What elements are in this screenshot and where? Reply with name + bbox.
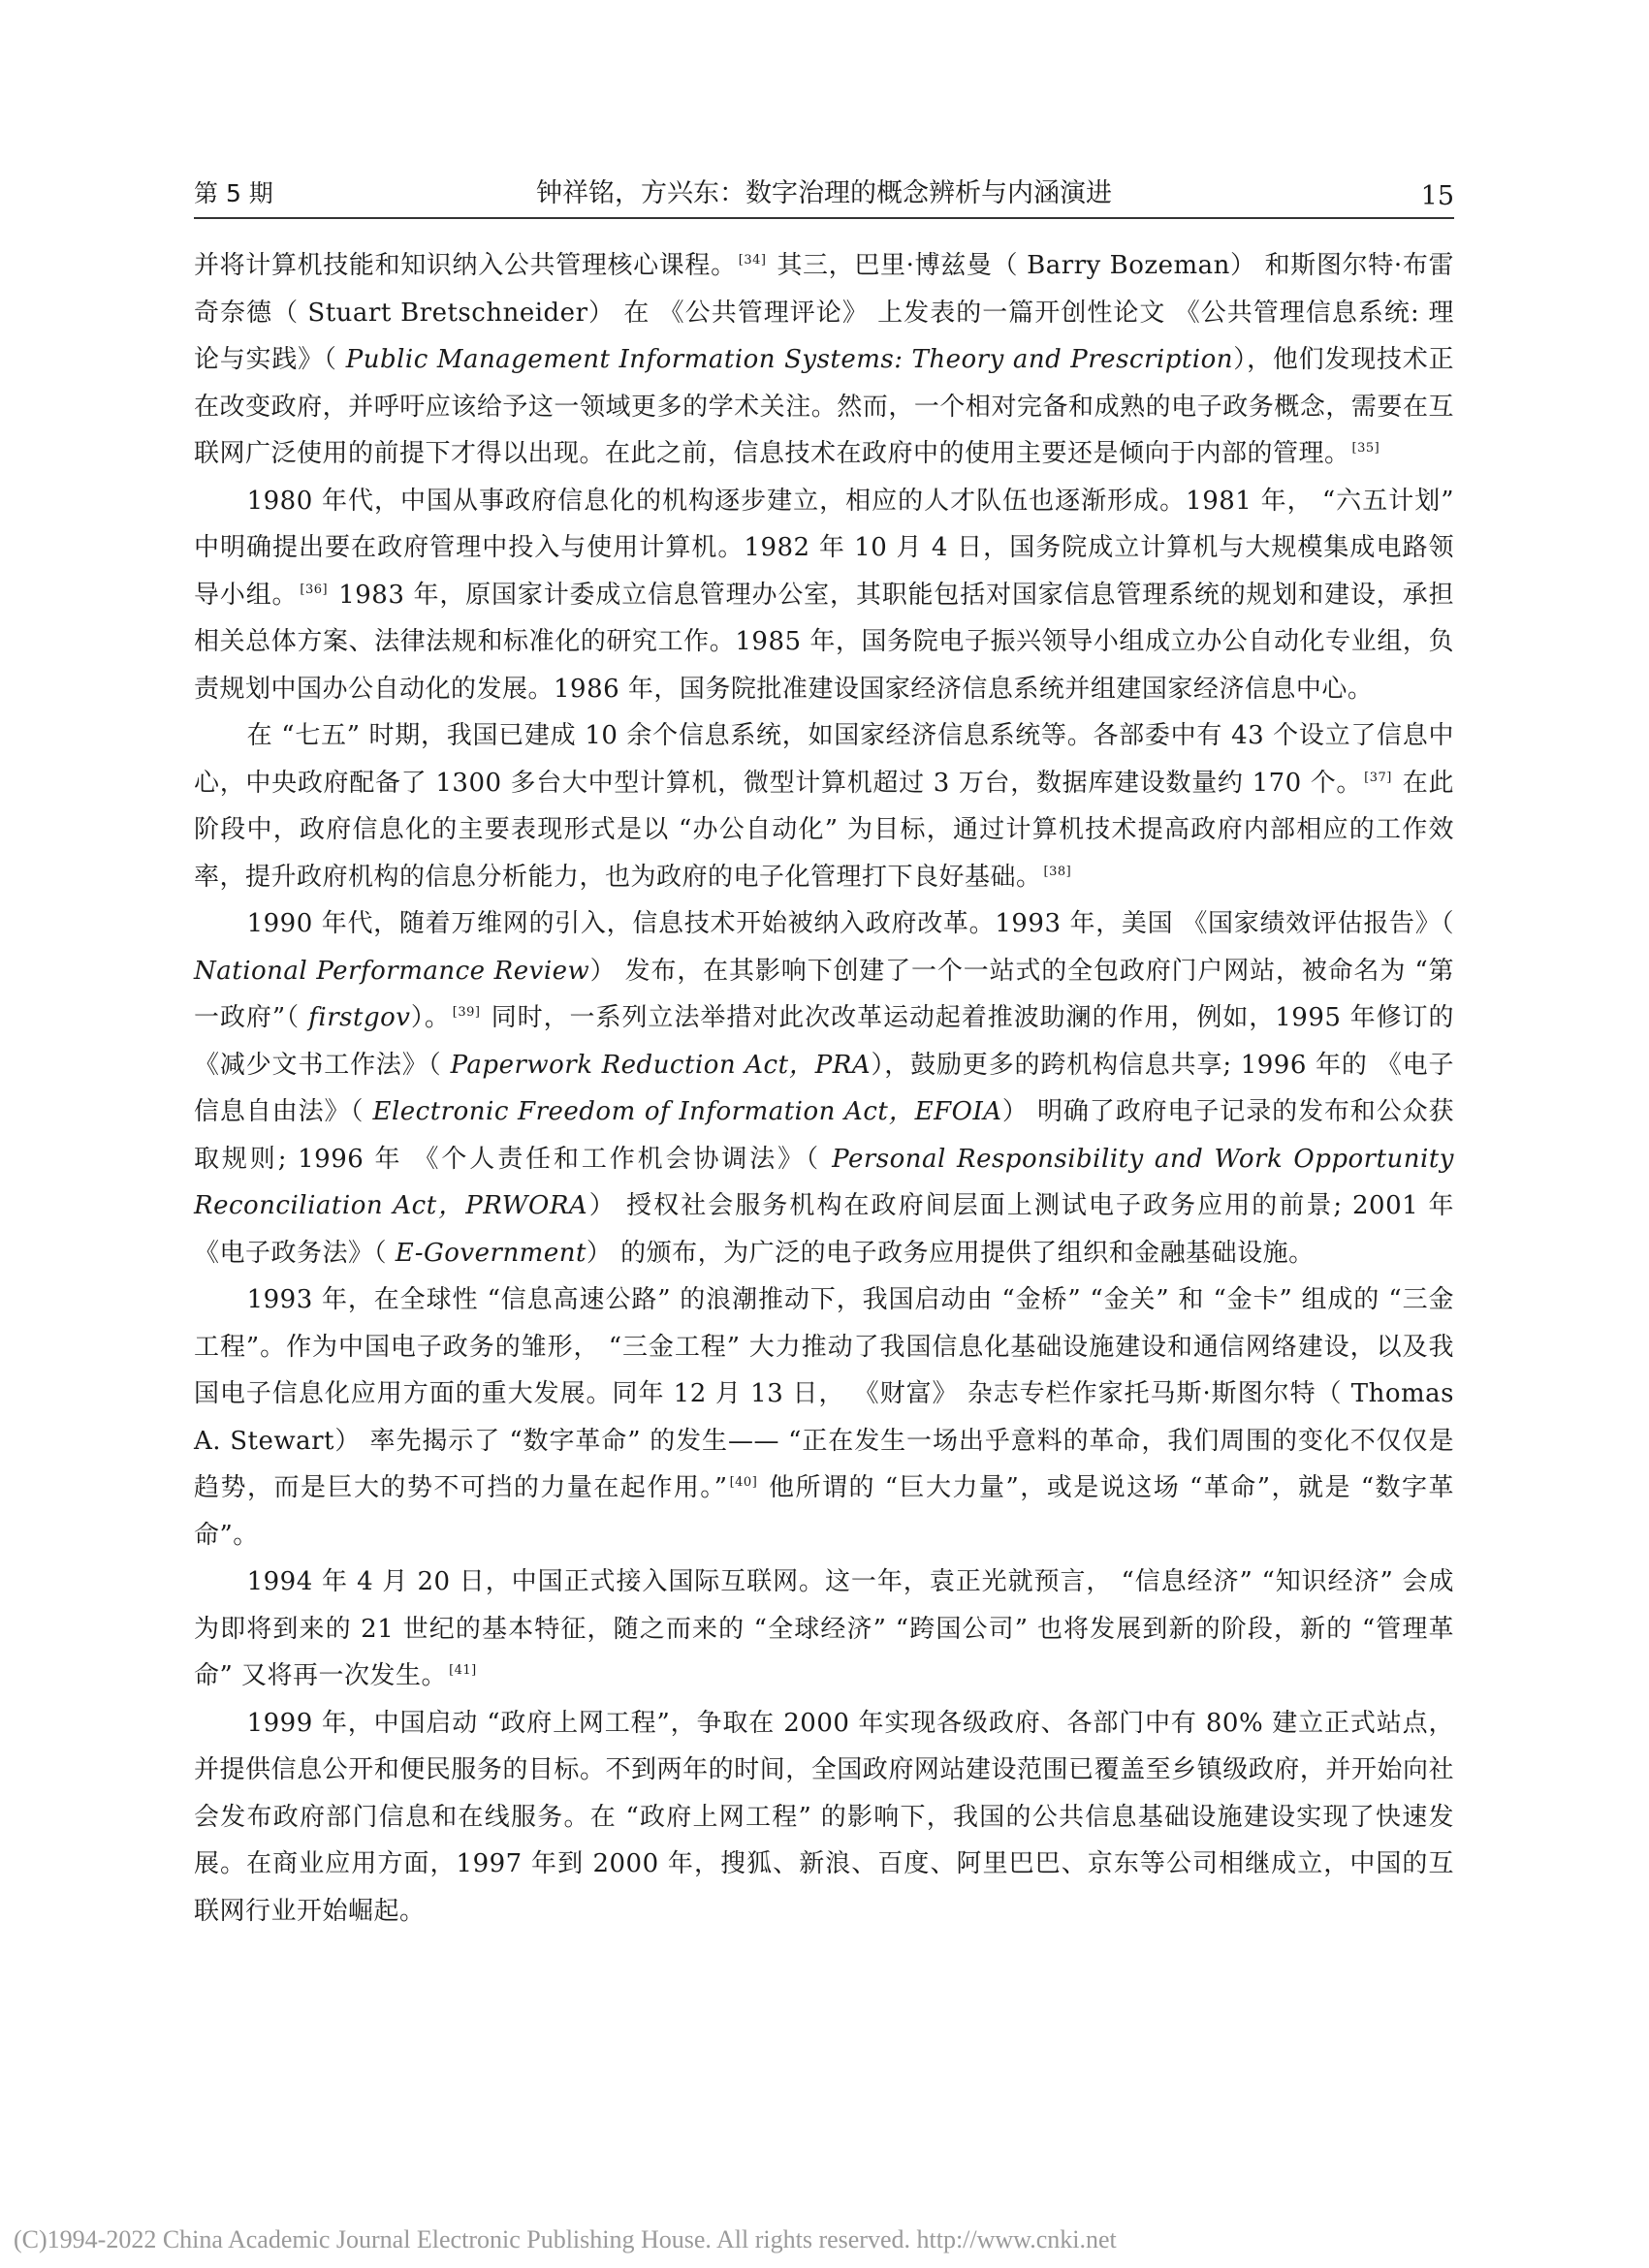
copyright-footer: (C)1994-2022 China Academic Journal Electronic Publishing House. All rights reserved. http://www.cnki.net	[14, 2225, 1117, 2253]
text-segment: ），鼓励更多的跨机构信息共享; 1996 年的 《电子信息自由法》（	[194, 1050, 1454, 1126]
text-segment: ）。	[410, 1003, 451, 1032]
text-segment: 1993 年，在全球性 “信息高速公路” 的浪潮推动下，我国启动由 “金桥” “金关” 和 “金卡” 组成的 “三金工程”。作为中国电子政务的雏形， “三金工程” 大力推动了我国信息化基础设施建设和通信网络建设，以及我国电子信息化应用方面的重大发展。同年 12 月 13 日， 《财富》 杂志专栏作家托马斯·斯图尔特（ Thomas A. Stewart） 率先揭示了 “数字革命” 的发生—— “正在发生一场出乎意料的革命，我们周围的变化不仅仅是趋势，而是巨大的势不可挡的力量在起作用。”	[194, 1285, 1454, 1502]
text-segment: 1990 年代，随着万维网的引入，信息技术开始被纳入政府改革。1993 年，美国 《国家绩效评估报告》（	[246, 909, 1454, 938]
citation-ref: [40]	[729, 1475, 758, 1491]
italic-text: Personal Responsibility and Work Opportunity Reconciliation Act，PRWORA	[194, 1144, 1454, 1220]
italic-text: Electronic Freedom of Information Act，EFOIA	[372, 1097, 1002, 1126]
text-segment: 并将计算机技能和知识纳入公共管理核心课程。	[194, 251, 737, 280]
italic-text: Public Management Information Systems: Theory and Prescription	[345, 345, 1234, 374]
text-segment: ），他们发现技术正在改变政府，并呼吁应该给予这一领域更多的学术关注。然而，一个相对完备和成熟的电子政务概念，需要在互联网广泛使用的前提下才得以出现。在此之前，信息技术在政府中的使用主要还是倾向于内部的管理。	[194, 345, 1455, 468]
body-paragraph	[194, 242, 1454, 478]
text-segment: ） 授权社会服务机构在政府间层面上测试电子政务应用的前景; 2001 年 《电子政务法》（	[194, 1191, 1454, 1268]
text-segment: 1983 年，原国家计委成立信息管理办公室，其职能包括对国家信息管理系统的规划和建设，承担相关总体方案、法律法规和标准化的研究工作。1985 年，国务院电子振兴领导小组成立办公自动化专业组，负责规划中国办公自动化的发展。1986 年，国务院批准建设国家经济信息系统并组建国家经济信息中心。	[194, 580, 1454, 704]
body-paragraph	[194, 1559, 1454, 1700]
citation-ref: [39]	[452, 1005, 481, 1021]
issue-number: 第 5 期	[194, 179, 273, 207]
article-body	[194, 242, 1454, 1935]
text-segment: 在 “七五” 时期，我国已建成 10 余个信息系统，如国家经济信息系统等。各部委中有 43 个设立了信息中心，中央政府配备了 1300 多台大中型计算机，微型计算机超过 3 万台，数据库建设数量约 170 个。	[194, 721, 1454, 798]
italic-text: E-Government	[395, 1238, 587, 1268]
body-paragraph	[194, 1700, 1454, 1936]
text-segment: 在此阶段中，政府信息化的主要表现形式是以 “办公自动化” 为目标，通过计算机技术提高政府内部相应的工作效率，提升政府机构的信息分析能力，也为政府的电子化管理打下良好基础。	[194, 768, 1454, 892]
body-paragraph	[194, 1276, 1454, 1559]
text-segment: ） 发布，在其影响下创建了一个一站式的全包政府门户网站，被命名为 “第一政府”（	[194, 956, 1455, 1032]
running-header	[194, 174, 1454, 219]
body-paragraph	[194, 900, 1454, 1276]
citation-ref: [36]	[300, 582, 329, 597]
article-title-header: 钟祥铭，方兴东：数字治理的概念辨析与内涵演进	[536, 178, 1112, 208]
text-segment: 他所谓的 “巨大力量”，或是说这场 “革命”，就是 “数字革命”。	[194, 1473, 1454, 1550]
text-segment: 同时，一系列立法举措对此次改革运动起着推波助澜的作用，例如，1995 年修订的 《减少文书工作法》（	[194, 1003, 1454, 1080]
italic-text: Paperwork Reduction Act，PRA	[450, 1050, 872, 1080]
citation-ref: [34]	[738, 253, 767, 268]
citation-ref: [38]	[1043, 864, 1072, 879]
text-segment: 1980 年代，中国从事政府信息化的机构逐步建立，相应的人才队伍也逐渐形成。1981 年， “六五计划” 中明确提出要在政府管理中投入与使用计算机。1982 年 10 月 4 日，国务院成立计算机与大规模集成电路领导小组。	[194, 486, 1454, 610]
text-segment: 1999 年，中国启动 “政府上网工程”，争取在 2000 年实现各级政府、各部门中有 80% 建立正式站点，并提供信息公开和便民服务的目标。不到两年的时间，全国政府网站建设范围已覆盖至乡镇级政府，并开始向社会发布政府部门信息和在线服务。在 “政府上网工程” 的影响下，我国的公共信息基础设施建设实现了快速发展。在商业应用方面，1997 年到 2000 年，搜狐、新浪、百度、阿里巴巴、京东等公司相继成立，中国的互联网行业开始崛起。	[194, 1708, 1454, 1926]
italic-text: National Performance Review	[194, 956, 590, 986]
text-segment: 1994 年 4 月 20 日，中国正式接入国际互联网。这一年，袁正光就预言， “信息经济” “知识经济” 会成为即将到来的 21 世纪的基本特征，随之而来的 “全球经济” “跨国公司” 也将发展到新的阶段，新的 “管理革命” 又将再一次发生。	[194, 1567, 1454, 1690]
citation-ref: [41]	[449, 1663, 477, 1679]
body-paragraph	[194, 712, 1454, 900]
text-segment: 其三，巴里·博兹曼（ Barry Bozeman） 和斯图尔特·布雷奇奈德（ Stuart Bretschneider） 在 《公共管理评论》 上发表的一篇开创性论文 《公共管理信息系统: 理论与实践》（	[194, 251, 1454, 374]
italic-text: firstgov	[308, 1003, 411, 1032]
body-paragraph	[194, 478, 1454, 713]
text-segment: ） 的颁布，为广泛的电子政务应用提供了组织和金融基础设施。	[586, 1238, 1315, 1268]
text-segment: ） 明确了政府电子记录的发布和公众获取规则; 1996 年 《个人责任和工作机会协调法》（	[194, 1097, 1455, 1174]
page-number: 15	[1420, 181, 1454, 211]
citation-ref: [35]	[1351, 441, 1380, 457]
citation-ref: [37]	[1364, 770, 1392, 785]
